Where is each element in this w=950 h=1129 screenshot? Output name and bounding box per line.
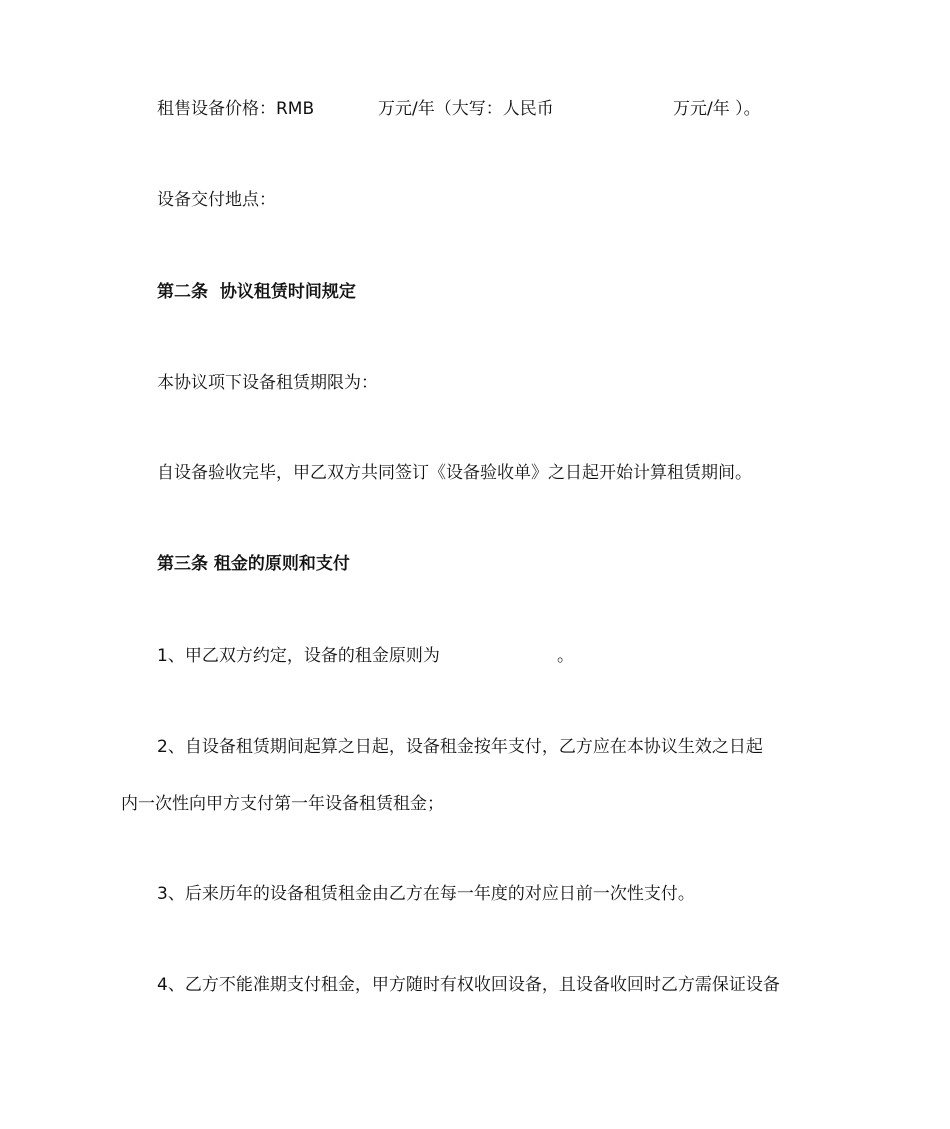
rent-item-1-text: 1、甲乙双方约定，设备的租金原则为 [157, 646, 440, 666]
price-unit-end: 万元/年 ）。 [673, 99, 761, 119]
rent-item-4-line-1: 4、乙方不能准期支付租金，甲方随时有权收回设备，且设备收回时乙方需保证设备 [157, 975, 780, 995]
price-unit-text: 万元/年（大写：人民币 [378, 99, 554, 119]
rent-item-1-end: 。 [557, 646, 574, 666]
rent-item-1 [157, 645, 577, 669]
lease-term-line: 本协议项下设备租赁期限为： [157, 373, 378, 393]
delivery-location-line: 设备交付地点： [157, 190, 276, 210]
article-2-heading: 第二条 协议租赁时间规定 [157, 282, 356, 302]
rent-item-2-line-1: 2、自设备租赁期间起算之日起，设备租金按年支付，乙方应在本协议生效之日起 [157, 737, 763, 757]
rent-item-2-line-2: 内一次性向甲方支付第一年设备租赁租金； [121, 794, 444, 814]
lease-term-start-line: 自设备验收完毕，甲乙双方共同签订《设备验收单》之日起开始计算租赁期间。 [157, 463, 752, 483]
rent-item-3: 3、后来历年的设备租赁租金由乙方在每一年度的对应日前一次性支付。 [157, 884, 695, 904]
price-label: 租售设备价格：RMB [157, 99, 315, 119]
price-line [157, 98, 837, 122]
article-3-heading: 第三条 租金的原则和支付 [157, 554, 350, 574]
